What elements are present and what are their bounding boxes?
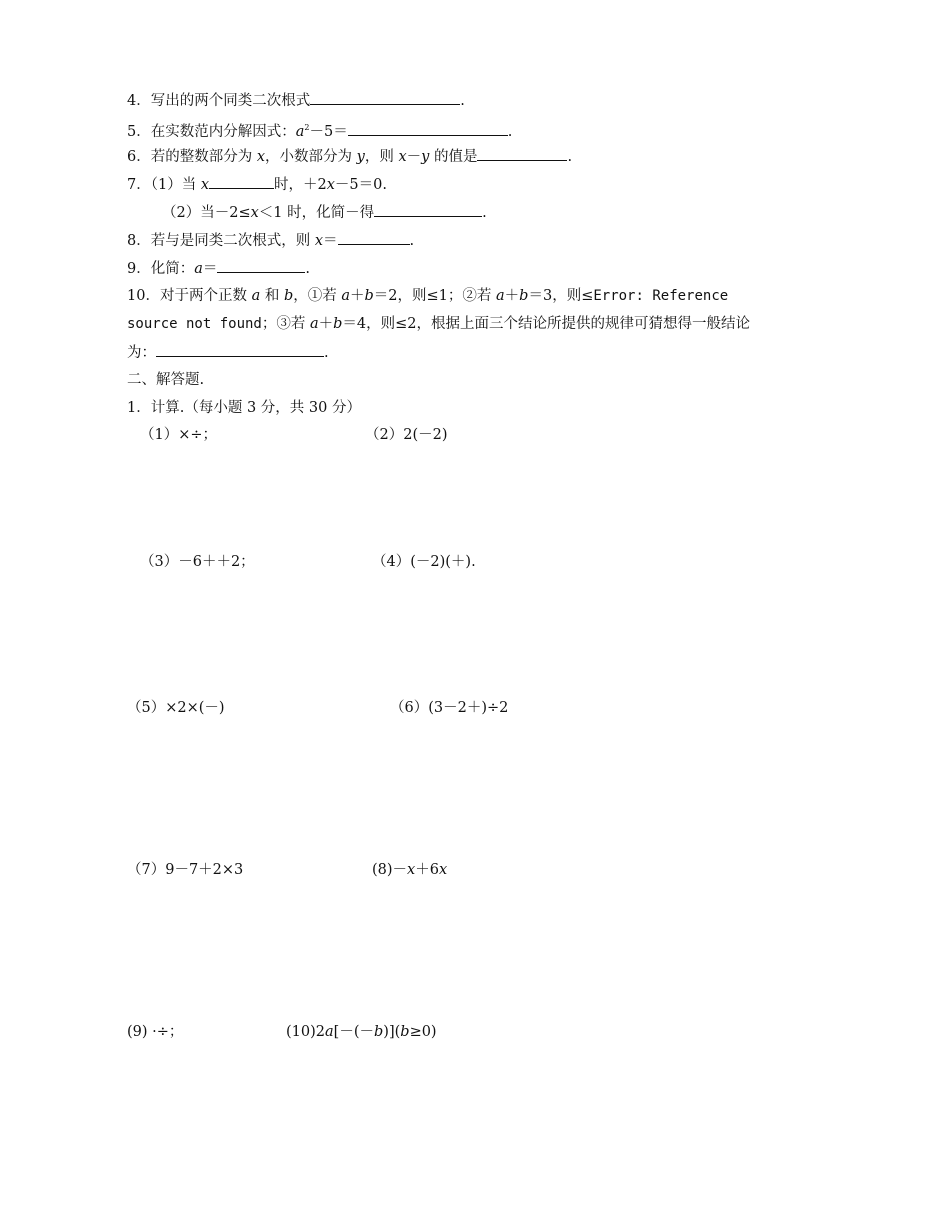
question-5: 5．在实数范内分解因式：$a^2-5=$ . xyxy=(127,123,513,140)
problem-1: （1）×÷； xyxy=(140,427,218,443)
answer-blank[interactable] xyxy=(217,258,305,273)
answer-blank[interactable] xyxy=(348,121,508,136)
answer-blank[interactable] xyxy=(374,202,482,217)
question-10-line-1: 10．对于两个正数 a 和 b，①若 a＋b＝2，则≤1；②若 a＋b＝3，则≤Error: Reference xyxy=(127,288,729,304)
problem-9: (9) ·÷； xyxy=(127,1024,184,1040)
question-10-line-3: 为： . xyxy=(127,342,329,363)
question-9: 9．化简：a＝ . xyxy=(127,258,310,279)
problem-7: （7）9－7＋2×3 xyxy=(127,862,244,878)
problem-6: （6）(3－2＋)÷2 xyxy=(390,700,509,716)
answer-blank[interactable] xyxy=(209,174,274,189)
question-7-part-2: （2）当－2≤x＜1 时，化简－得 . xyxy=(162,202,487,223)
answer-blank[interactable] xyxy=(156,342,324,357)
section-heading: 二、解答题. xyxy=(127,372,205,388)
problem-4: （4）(－2)(＋). xyxy=(372,554,476,570)
question-10-line-2: source not found；③若 a＋b＝4，则≤2，根据上面三个结论所提供的规律可猜想得一般结论 xyxy=(127,316,751,332)
question-6: 6．若的整数部分为 x，小数部分为 y，则 x－y 的值是 . xyxy=(127,146,572,167)
problem-2: （2）2(－2) xyxy=(365,427,448,443)
answer-blank[interactable] xyxy=(477,146,567,161)
error-text: Error: Reference xyxy=(593,288,729,304)
question-7-part-1: 7．（1）当 x 时，＋2x－5＝0. xyxy=(127,174,387,195)
answer-blank[interactable] xyxy=(338,230,410,245)
subsection-heading: 1．计算.（每小题 3 分，共 30 分） xyxy=(127,400,361,416)
problem-3: （3）－6＋＋2； xyxy=(140,554,255,570)
question-8: 8．若与是同类二次根式，则 x＝ . xyxy=(127,230,414,251)
error-text: source not found xyxy=(127,316,262,332)
answer-blank[interactable] xyxy=(310,90,460,105)
problem-10: (10)2a[－(－b)](b≥0) xyxy=(286,1024,437,1040)
question-4: 4．写出的两个同类二次根式 . xyxy=(127,90,465,111)
problem-8: (8)－x＋6x xyxy=(372,862,448,878)
problem-5: （5）×2×(－) xyxy=(127,700,225,716)
